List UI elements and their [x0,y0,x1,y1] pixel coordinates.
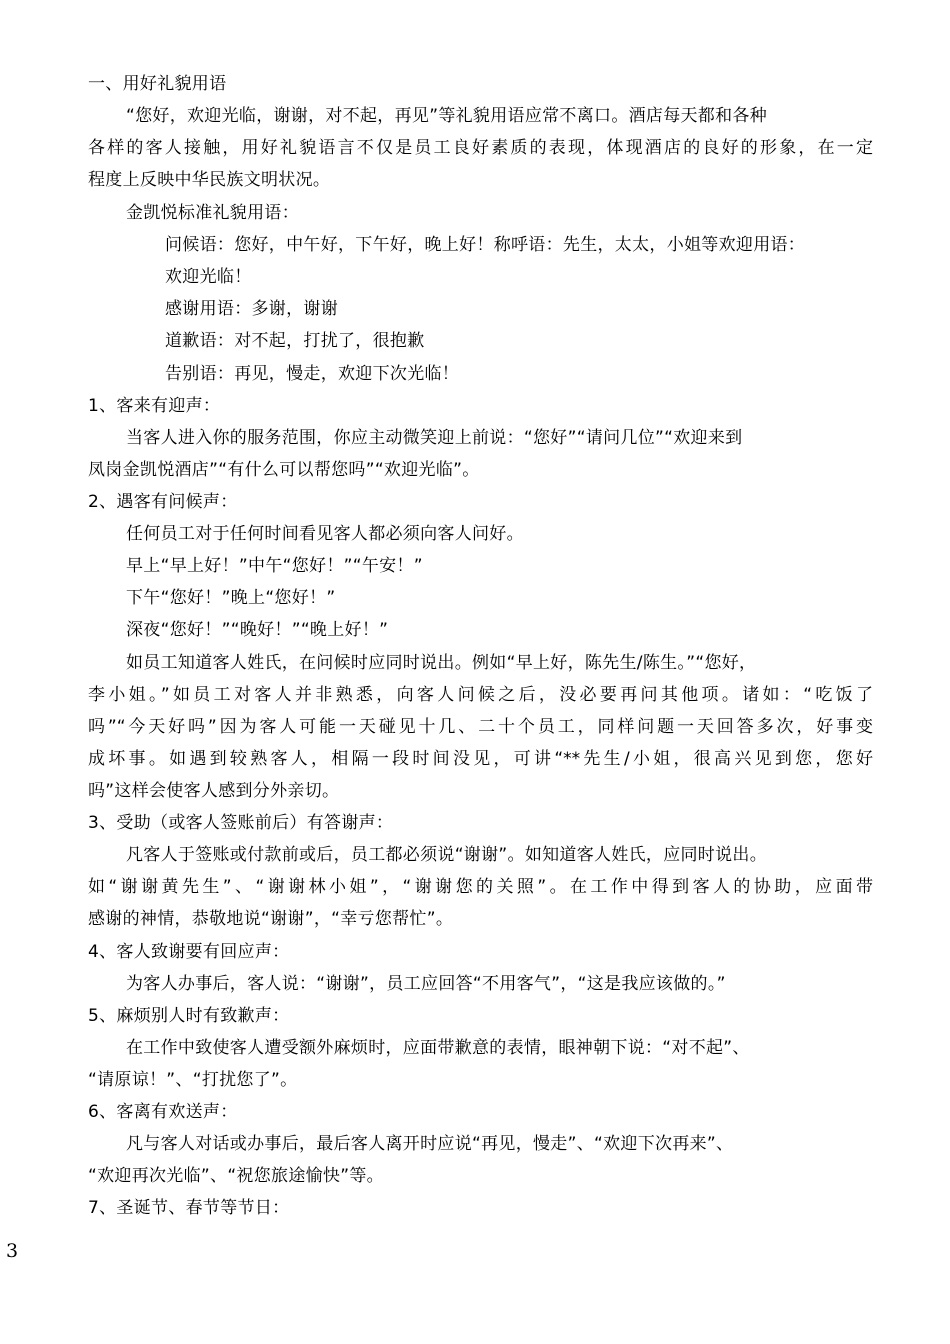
item-heading: 4、客人致谢要有回应声： [88,942,290,962]
paragraph-line: “您好，欢迎光临，谢谢，对不起，再见”等礼貌用语应常不离口。酒店每天都和各种 [126,106,768,126]
item-heading: 6、客离有欢送声： [88,1102,238,1122]
phrase-line: 告别语：再见，慢走，欢迎下次光临！ [165,364,460,384]
phrase-line: 感谢用语：多谢，谢谢 [165,299,338,319]
paragraph-line: 如“谢谢黄先生”、“谢谢林小姐”，“谢谢您的关照”。在工作中得到客人的协助，应面带 [88,877,873,897]
phrase-line: 问候语：您好，中午好，下午好，晚上好！称呼语：先生，太太，小姐等欢迎用语： [165,235,806,255]
paragraph-line: “欢迎再次光临”、“祝您旅途愉快”等。 [88,1166,384,1186]
subheading: 金凯悦标准礼貌用语： [126,203,299,223]
paragraph-line: 在工作中致使客人遭受额外麻烦时，应面带歉意的表情，眼神朝下说：“对不起”、 [126,1038,750,1058]
paragraph-line: 凡与客人对话或办事后，最后客人离开时应说“再见，慢走”、“欢迎下次再来”、 [126,1134,734,1154]
paragraph-line: 感谢的神情，恭敬地说“谢谢”，“幸亏您帮忙”。 [88,909,454,929]
paragraph-line: 吗”这样会使客人感到分外亲切。 [88,781,340,801]
paragraph-line: 凡客人于签账或付款前或后，员工都必须说“谢谢”。如知道客人姓氏，应同时说出。 [126,845,768,865]
page-number: 3 [6,1240,19,1262]
section-heading: 一、用好礼貌用语 [88,74,227,94]
paragraph-line: 任何员工对于任何时间看见客人都必须向客人问好。 [126,524,524,544]
paragraph-line: 成坏事。如遇到较熟客人，相隔一段时间没见，可讲“**先生/小姐，很高兴见到您，您好 [88,749,873,769]
paragraph-line: 下午“您好！”晚上“您好！” [126,588,336,608]
item-heading: 2、遇客有问候声： [88,492,238,512]
item-heading: 5、麻烦别人时有致歉声： [88,1006,290,1026]
paragraph-line: “请原谅！”、“打扰您了”。 [88,1070,298,1090]
item-heading: 1、客来有迎声： [88,396,221,416]
paragraph-line: 李小姐。”如员工对客人并非熟悉，向客人问候之后，没必要再问其他项。诸如：“吃饭了 [88,685,873,705]
paragraph-line: 凤岗金凯悦酒店”“有什么可以帮您吗”“欢迎光临”。 [88,460,480,480]
phrase-line: 道歉语：对不起，打扰了，很抱歉 [165,331,425,351]
paragraph-line: 为客人办事后，客人说：“谢谢”，员工应回答“不用客气”，“这是我应该做的。” [126,974,726,994]
paragraph-line: 吗”“今天好吗”因为客人可能一天碰见十几、二十个员工，同样问题一天回答多次，好事变 [88,717,873,737]
phrase-line: 欢迎光临！ [165,267,252,287]
paragraph-line: 早上“早上好！”中午“您好！”“午安！” [126,556,423,576]
paragraph-line: 各样的客人接触，用好礼貌语言不仅是员工良好素质的表现，体现酒店的良好的形象，在一定 [88,138,873,158]
paragraph-line: 深夜“您好！”“晚好！”“晚上好！” [126,620,389,640]
paragraph-line: 当客人进入你的服务范围，你应主动微笑迎上前说：“您好”“请问几位”“欢迎来到 [126,428,743,448]
paragraph-line: 如员工知道客人姓氏，在问候时应同时说出。例如“早上好，陈先生/陈生。”“您好， [126,653,757,673]
item-heading: 3、受助（或客人签账前后）有答谢声： [88,813,394,833]
item-heading: 7、圣诞节、春节等节日： [88,1198,290,1218]
paragraph-line: 程度上反映中华民族文明状况。 [88,170,331,190]
